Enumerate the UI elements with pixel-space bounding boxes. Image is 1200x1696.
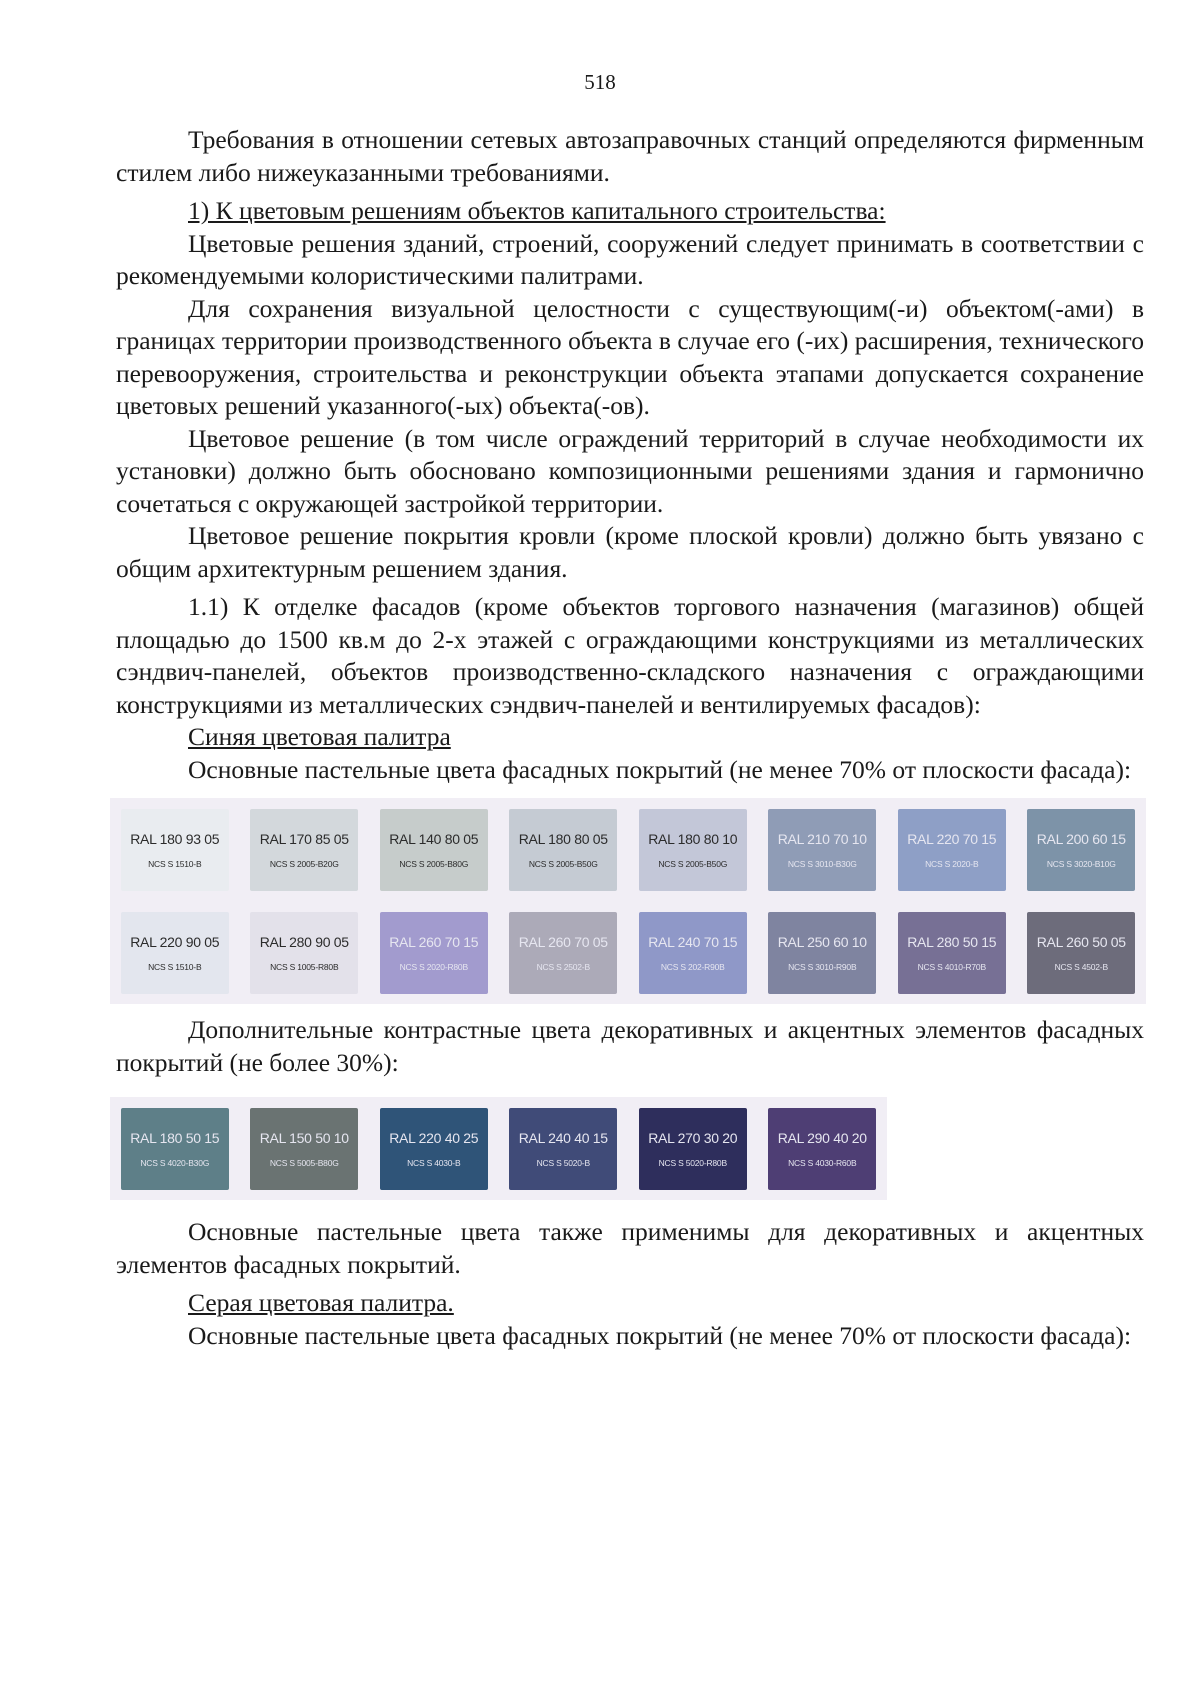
color-swatch xyxy=(121,809,229,891)
swatch-cell xyxy=(240,901,370,1004)
document-body xyxy=(116,124,1144,1352)
swatch-cell xyxy=(499,798,629,901)
swatch-cell xyxy=(110,1097,240,1200)
swatch-ral-code: RAL 260 50 05 xyxy=(1036,933,1126,950)
swatch-ncs-code: NCS S 1510-B xyxy=(148,858,202,869)
swatch-ncs-code: NCS S 2020-B xyxy=(925,858,979,869)
swatch-cell xyxy=(758,798,888,901)
paragraph-facades: 1.1) К отделке фасадов (кроме объектов торгового назначения (магазинов) общей площадью до 1500 кв.м до 2-х этажей с ограждающими конструкциями из металлических сэндвич-панелей, объектов производственно-складского назначения с ограждающими конструкциями из металлических сэндвич-панелей и вентилируемых фасадов): xyxy=(116,592,1144,719)
swatch-ral-code: RAL 240 70 15 xyxy=(648,933,738,950)
subheading-gray-palette xyxy=(116,1287,1144,1320)
swatch-ral-code: RAL 170 85 05 xyxy=(259,830,349,847)
swatch-ral-code: RAL 180 93 05 xyxy=(130,830,220,847)
swatch-cell xyxy=(1017,798,1147,901)
swatch-ncs-code: NCS S 2020-R80B xyxy=(399,961,468,972)
color-swatch xyxy=(639,912,747,994)
paragraph-accent-colors: Дополнительные контрастные цвета декоративных и акцентных элементов фасадных покрытий (не более 30%): xyxy=(116,1015,1144,1077)
color-swatch xyxy=(121,912,229,994)
swatch-ncs-code: NCS S 1510-B xyxy=(148,961,202,972)
swatch-ral-code: RAL 180 80 10 xyxy=(648,830,738,847)
color-swatch xyxy=(509,912,617,994)
subheading-blue-palette xyxy=(116,721,1144,754)
main-swatch-grid xyxy=(110,798,1144,1004)
swatch-ral-code: RAL 260 70 15 xyxy=(389,933,479,950)
swatch-ral-code: RAL 200 60 15 xyxy=(1036,830,1126,847)
swatch-ncs-code: NCS S 202-R90B xyxy=(660,961,725,972)
swatch-ral-code: RAL 150 50 10 xyxy=(259,1129,349,1146)
color-swatch xyxy=(898,809,1006,891)
color-swatch xyxy=(509,1108,617,1190)
paragraph-fences: Цветовое решение (в том числе ограждений территорий в случае необходимости их установки) должно быть обосновано композиционными решениями здания и гармонично сочетаться с окружающей застройкой территории. xyxy=(116,423,1144,518)
color-swatch xyxy=(121,1108,229,1190)
swatch-cell xyxy=(887,901,1017,1004)
paragraph-pastel-also-applicable: Основные пастельные цвета также применимы для декоративных и акцентных элементов фасадных покрытий. xyxy=(116,1217,1144,1279)
color-swatch xyxy=(380,912,488,994)
swatch-cell xyxy=(628,798,758,901)
paragraph-color-solutions: Цветовые решения зданий, строений, сооружений следует принимать в соответствии с рекомендуемыми колористическими палитрами. xyxy=(116,228,1144,290)
swatch-ncs-code: NCS S 5020-B xyxy=(536,1157,590,1168)
color-swatch xyxy=(898,912,1006,994)
swatch-cell xyxy=(887,798,1017,901)
swatch-ncs-code: NCS S 2005-B50G xyxy=(658,858,728,869)
swatch-ral-code: RAL 180 50 15 xyxy=(130,1129,220,1146)
swatch-ncs-code: NCS S 4030-R60B xyxy=(788,1157,857,1168)
swatch-cell xyxy=(240,1097,370,1200)
color-swatch xyxy=(250,1108,358,1190)
swatch-ral-code: RAL 140 80 05 xyxy=(389,830,479,847)
color-swatch xyxy=(380,809,488,891)
swatch-cell xyxy=(758,901,888,1004)
swatch-cell xyxy=(628,1097,758,1200)
swatch-ncs-code: NCS S 3010-R90B xyxy=(788,961,857,972)
paragraph-roof: Цветовое решение покрытия кровли (кроме плоской кровли) должно быть увязано с общим архитектурным решением здания. xyxy=(116,521,1144,583)
color-swatch xyxy=(380,1108,488,1190)
accent-swatch-grid xyxy=(110,1097,1144,1200)
swatch-ral-code: RAL 220 90 05 xyxy=(130,933,220,950)
color-swatch xyxy=(250,912,358,994)
swatch-cell xyxy=(369,901,499,1004)
page-number: 518 xyxy=(584,70,616,94)
swatch-ral-code: RAL 270 30 20 xyxy=(648,1129,738,1146)
paragraph-main-pastel-colors: Основные пастельные цвета фасадных покрытий (не менее 70% от плоскости фасада): xyxy=(188,754,1132,784)
swatch-cell xyxy=(499,1097,629,1200)
swatch-ncs-code: NCS S 4030-B xyxy=(407,1157,461,1168)
swatch-ncs-code: NCS S 3020-B10G xyxy=(1046,858,1116,869)
section-heading-text: 1) К цветовым решениям объектов капитального строительства: xyxy=(188,196,886,225)
swatch-ncs-code: NCS S 4502-B xyxy=(1054,961,1108,972)
color-swatch xyxy=(1027,912,1135,994)
swatch-ral-code: RAL 260 70 05 xyxy=(518,933,608,950)
swatch-cell xyxy=(758,1097,888,1200)
color-swatch xyxy=(768,809,876,891)
swatch-cell xyxy=(110,798,240,901)
swatch-ral-code: RAL 250 60 10 xyxy=(777,933,867,950)
paragraph-intro: Требования в отношении сетевых автозаправочных станций определяются фирменным стилем либо нижеуказанными требованиями. xyxy=(116,125,1144,187)
swatch-cell xyxy=(628,901,758,1004)
swatch-ral-code: RAL 210 70 10 xyxy=(777,830,867,847)
color-swatch xyxy=(1027,809,1135,891)
swatch-ncs-code: NCS S 2005-B50G xyxy=(528,858,598,869)
swatch-ral-code: RAL 280 90 05 xyxy=(259,933,349,950)
swatch-ncs-code: NCS S 4020-B30G xyxy=(140,1157,210,1168)
paragraph-gray-main-colors: Основные пастельные цвета фасадных покрытий (не менее 70% от плоскости фасада): xyxy=(188,1320,1132,1350)
swatch-ncs-code: NCS S 1005-R80B xyxy=(270,961,339,972)
color-swatch xyxy=(250,809,358,891)
subheading-gray-palette-text: Серая цветовая палитра. xyxy=(188,1288,454,1317)
swatch-ral-code: RAL 220 70 15 xyxy=(907,830,997,847)
swatch-ncs-code: NCS S 5005-B80G xyxy=(269,1157,339,1168)
swatch-ral-code: RAL 220 40 25 xyxy=(389,1129,479,1146)
swatch-ncs-code: NCS S 2005-B20G xyxy=(269,858,339,869)
swatch-cell xyxy=(110,901,240,1004)
section-heading-capital-construction xyxy=(116,195,1144,228)
swatch-cell xyxy=(369,1097,499,1200)
swatch-cell xyxy=(1017,901,1147,1004)
swatch-ral-code: RAL 280 50 15 xyxy=(907,933,997,950)
swatch-cell xyxy=(369,798,499,901)
swatch-ncs-code: NCS S 3010-B30G xyxy=(787,858,857,869)
color-swatch xyxy=(768,912,876,994)
color-swatch xyxy=(639,809,747,891)
swatch-ncs-code: NCS S 2502-B xyxy=(536,961,590,972)
subheading-blue-palette-text: Синяя цветовая палитра xyxy=(188,722,451,751)
swatch-ral-code: RAL 240 40 15 xyxy=(518,1129,608,1146)
swatch-cell xyxy=(499,901,629,1004)
swatch-ncs-code: NCS S 2005-B80G xyxy=(399,858,469,869)
swatch-ncs-code: NCS S 4010-R70B xyxy=(917,961,986,972)
swatch-ral-code: RAL 180 80 05 xyxy=(518,830,608,847)
swatch-cell xyxy=(240,798,370,901)
color-swatch xyxy=(639,1108,747,1190)
swatch-ncs-code: NCS S 5020-R80B xyxy=(658,1157,727,1168)
color-swatch xyxy=(509,809,617,891)
color-swatch xyxy=(768,1108,876,1190)
paragraph-visual-integrity: Для сохранения визуальной целостности с существующим(-и) объектом(-ами) в границах территории производственного объекта в случае его (-их) расширения, технического перевооружения, строительства и реконструкции объекта этапами допускается сохранение цветовых решений указанного(-ых) объекта(-ов). xyxy=(116,293,1144,420)
swatch-ral-code: RAL 290 40 20 xyxy=(777,1129,867,1146)
